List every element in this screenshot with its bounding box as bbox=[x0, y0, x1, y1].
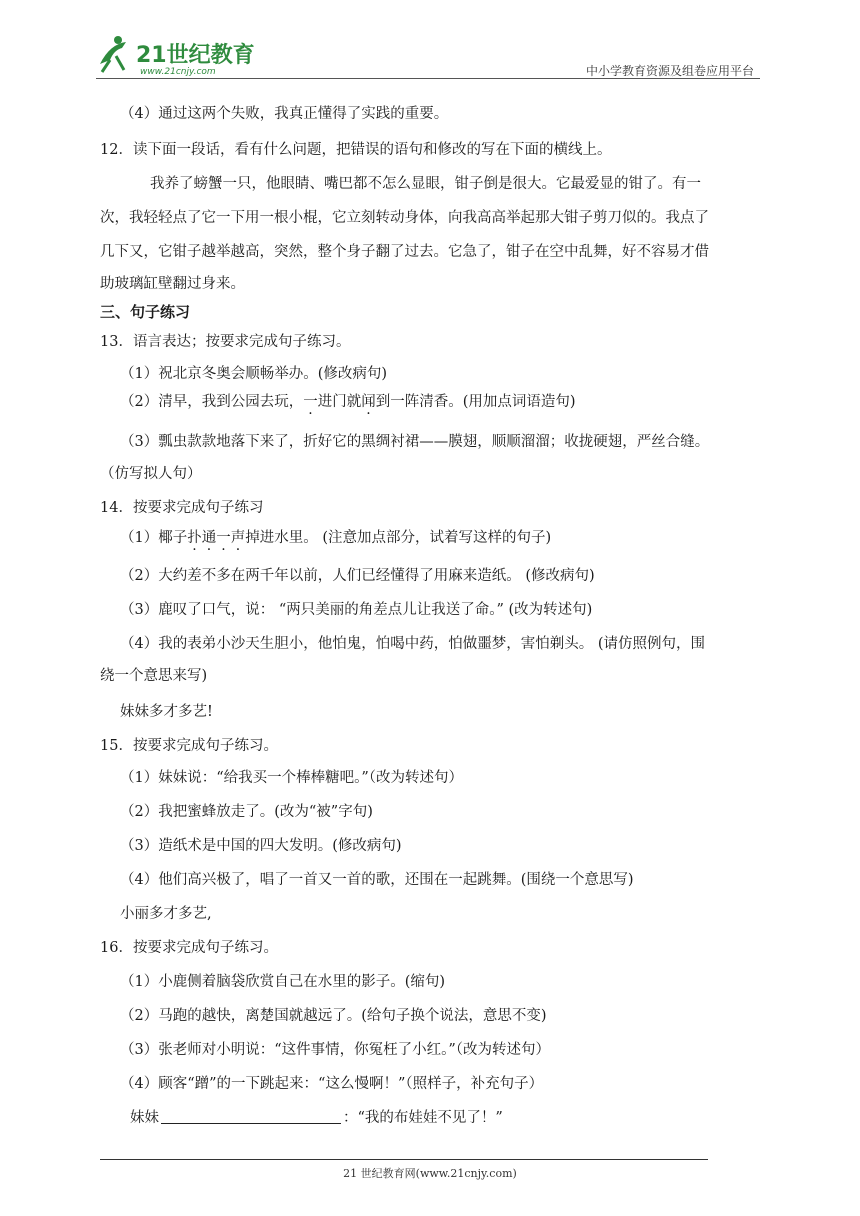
paragraph-line: 我养了螃蟹一只，他眼睛、嘴巴都不怎么显眼，钳子倒是很大。它最爱显的钳了。有一 bbox=[150, 176, 701, 192]
section-title: 三、句子练习 bbox=[100, 303, 191, 321]
header-platform-title: 中小学教育资源及组卷应用平台 bbox=[585, 64, 754, 78]
question-14-2: （2）大约差不多在两千年以前，人们已经懂得了用麻来造纸。 (修改病句) bbox=[120, 568, 595, 584]
question-14-3: （3）鹿叹了口气，说： “两只美丽的角差点儿让我送了命。” (改为转述句) bbox=[120, 602, 593, 618]
question-14-4-cont: 绕一个意思来写) bbox=[100, 668, 208, 684]
svg-text:www.21cnjy.com: www.21cnjy.com bbox=[140, 67, 216, 77]
site-logo bbox=[96, 34, 266, 78]
dotted-char: 一 bbox=[303, 394, 318, 410]
question-16-2: （2）马跑的越快，离楚国就越远了。(给句子换个说法，意思不变) bbox=[120, 1008, 547, 1024]
question-16-3: （3）张老师对小明说：“这件事情，你冤枉了小红。”（改为转述句） bbox=[120, 1042, 551, 1058]
question-13-1: （1）祝北京冬奥会顺畅举办。(修改病句) bbox=[120, 366, 388, 382]
dotted-char: 声 bbox=[230, 530, 246, 546]
question-15-4: （4）他们高兴极了，唱了一首又一首的歌，还围在一起跳舞。(围绕一个意思写) bbox=[120, 872, 634, 888]
header-divider bbox=[96, 78, 760, 79]
dotted-char: 通 bbox=[201, 530, 217, 546]
svg-text:21世纪教育: 21世纪教育 bbox=[136, 43, 255, 68]
dotted-char: 一 bbox=[216, 530, 231, 546]
answer-line: （4）通过这两个失败，我真正懂得了实践的重要。 bbox=[120, 106, 449, 122]
dotted-char: 闻 bbox=[361, 394, 376, 410]
paragraph-line: 次，我轻轻点了它一下用一根小棍，它立刻转动身体，向我高高举起那大钳子剪刀似的。我点了 bbox=[100, 210, 709, 226]
question-13-3: （3）瓢虫款款地落下来了，折好它的黑绸衬裙——膜翅，顺顺溜溜；收拢硬翅，严丝合缝。 bbox=[120, 434, 710, 450]
question-12: 12．读下面一段话，看有什么问题，把错误的语句和修改的写在下面的横线上。 bbox=[100, 142, 612, 158]
example-sentence: 小丽多才多艺, bbox=[120, 906, 212, 922]
question-14: 14．按要求完成句子练习 bbox=[100, 500, 264, 516]
answer-blank[interactable] bbox=[161, 1109, 341, 1124]
question-13-3-note: （仿写拟人句） bbox=[100, 466, 202, 482]
question-13: 13．语言表达；按要求完成句子练习。 bbox=[100, 334, 351, 350]
question-15-3: （3）造纸术是中国的四大发明。(修改病句) bbox=[120, 838, 402, 854]
page-header bbox=[96, 34, 760, 80]
question-13-2: （2）清早，我到公园去玩，一进门就闻到一阵清香。(用加点词语造句) bbox=[120, 394, 576, 410]
question-15-1: （1）妹妹说：“给我买一个棒棒糖吧。”（改为转述句） bbox=[120, 770, 464, 786]
question-15: 15．按要求完成句子练习。 bbox=[100, 738, 278, 754]
example-sentence: 妹妹 ：“我的布娃娃不见了！” bbox=[130, 1110, 503, 1126]
question-16-1: （1）小鹿侧着脑袋欣赏自己在水里的影子。(缩句) bbox=[120, 974, 446, 990]
question-14-1: （1）椰子扑通一声掉进水里。 (注意加点部分，试着写这样的句子) bbox=[120, 530, 552, 546]
example-sentence: 妹妹多才多艺! bbox=[120, 704, 213, 720]
question-14-4: （4）我的表弟小沙天生胆小，他怕鬼，怕喝中药，怕做噩梦，害怕剃头。 (请仿照例句，围 bbox=[120, 636, 705, 652]
paragraph-line: 助玻璃缸壁翻过身来。 bbox=[100, 276, 245, 292]
question-16: 16．按要求完成句子练习。 bbox=[100, 940, 278, 956]
question-15-2: （2）我把蜜蜂放走了。(改为“被”字句) bbox=[120, 804, 373, 820]
paragraph-line: 几下又，它钳子越举越高，突然，整个身子翻了过去。它急了，钳子在空中乱舞，好不容易才借 bbox=[100, 244, 709, 260]
question-16-4: （4）顾客“蹭”的一下跳起来：“这么慢啊！”（照样子，补充句子） bbox=[120, 1076, 544, 1092]
dotted-char: 扑 bbox=[187, 530, 202, 546]
footer-divider bbox=[100, 1159, 708, 1160]
page-footer: 21 世纪教育网(www.21cnjy.com) bbox=[343, 1167, 517, 1180]
